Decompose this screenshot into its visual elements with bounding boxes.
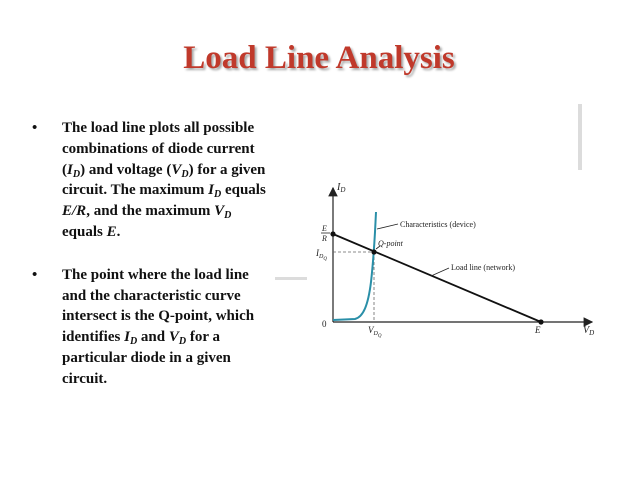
characteristics-leader — [377, 224, 398, 229]
vdq-label: $V_{DQ}$ — [368, 325, 382, 339]
e-over-r-numerator: E — [322, 224, 327, 233]
q-point-marker — [371, 249, 376, 254]
origin-label: 0 — [322, 319, 327, 329]
bullet-dot-icon: • — [32, 120, 38, 136]
load-line-label: Load line (network) — [451, 263, 515, 272]
e-point — [538, 319, 543, 324]
diode-characteristic-curve — [333, 212, 376, 320]
y-axis-label: $I_D$ — [337, 182, 346, 194]
bullet-text: The load line plots all possible combinations of diode current $(I_D)$ and voltage $(V_D)$ for a given circuit. The maximum $I_D$ equals E/R, and the maximum $V_D$ equals E. — [62, 120, 266, 240]
e-over-r-denominator: R — [322, 234, 327, 243]
bullet-text: The point where the load line and the characteristic curve intersect is the Q-point, which identifies $I_D$ and $V_D$ for a particular diode in a given circuit. — [62, 266, 255, 387]
idq-label: $I_{DQ}$ — [316, 248, 327, 262]
x-axis-label: $V_D$ — [583, 325, 595, 337]
load-line-leader — [431, 268, 449, 276]
slide-title: Load Line Analysis — [183, 40, 455, 76]
e-over-r-point — [330, 231, 335, 236]
characteristics-label: Characteristics (device) — [400, 220, 476, 229]
e-label: E — [535, 325, 541, 335]
bullet-dot-icon: • — [32, 266, 38, 283]
q-point-label: Q-point — [378, 239, 403, 248]
